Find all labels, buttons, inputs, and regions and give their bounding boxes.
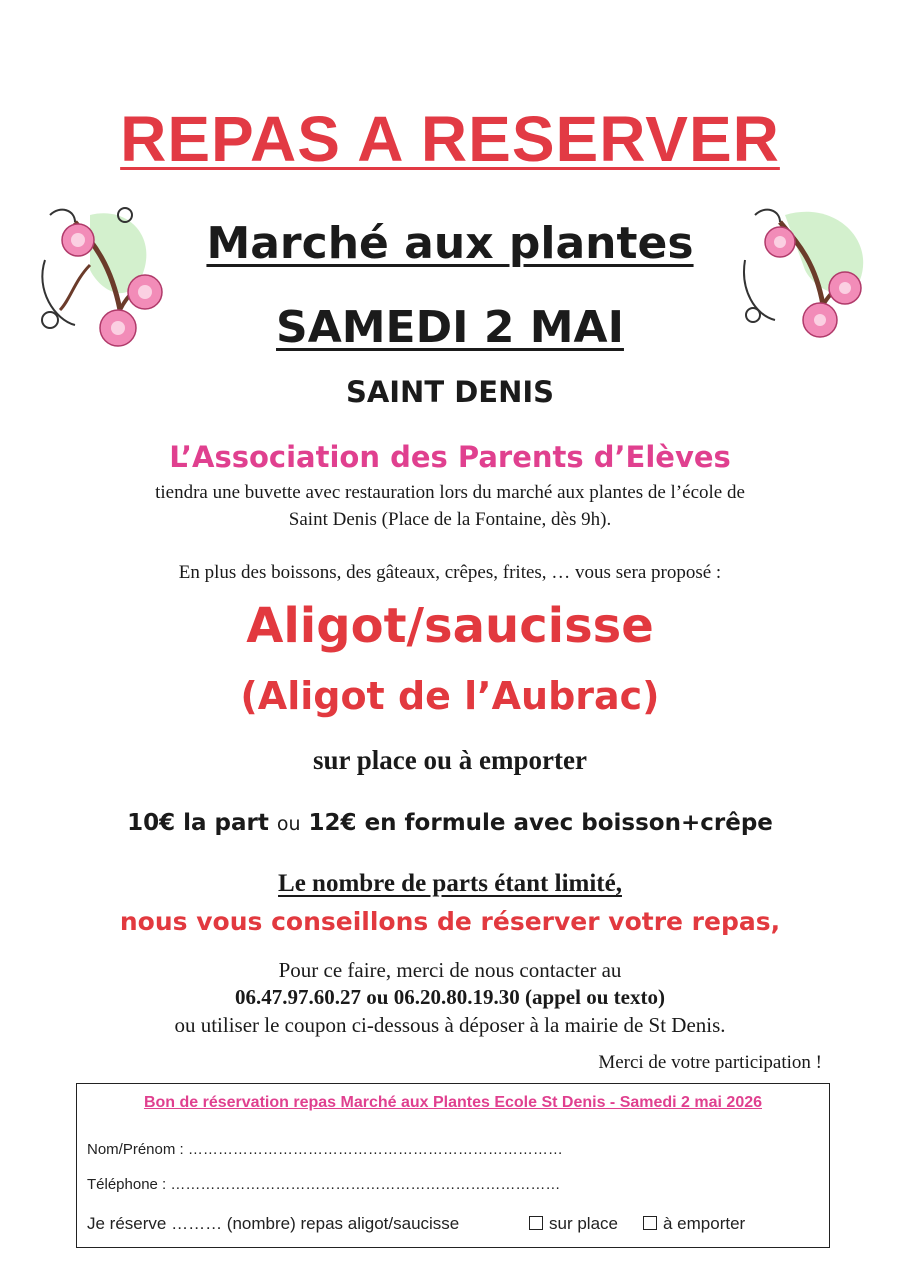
checkbox-sur-place[interactable] — [529, 1216, 543, 1230]
reservation-coupon — [76, 1083, 830, 1248]
event-name: Marché aux plantes — [206, 218, 694, 269]
checkbox-emporter[interactable] — [643, 1216, 657, 1230]
intro-line-3: En plus des boissons, des gâteaux, crêpes, frites, … vous sera proposé : — [178, 562, 722, 583]
price-formula: 12€ en formule avec boisson+crêpe — [308, 810, 773, 836]
option-sur-place-label: sur place — [549, 1214, 618, 1233]
price-part: 10€ la part — [127, 810, 269, 836]
event-date: SAMEDI 2 MAI — [276, 302, 624, 353]
advise-notice: nous vous conseillons de réserver votre repas, — [119, 907, 781, 936]
price-line — [0, 810, 900, 836]
option-emporter[interactable] — [643, 1214, 745, 1234]
contact-line-3: ou utiliser le coupon ci-dessous à déposer à la mairie de St Denis. — [174, 1013, 726, 1037]
event-place: SAINT DENIS — [345, 375, 555, 409]
contact-phones: 06.47.97.60.27 ou 06.20.80.19.30 (appel ou texto) — [235, 985, 665, 1009]
thanks-text: Merci de votre participation ! — [598, 1052, 822, 1073]
coupon-name-field[interactable]: Nom/Prénom : ………………………………………………………………… — [87, 1141, 563, 1158]
coupon-title: Bon de réservation repas Marché aux Plantes Ecole St Denis - Samedi 2 mai 2026 — [143, 1094, 763, 1111]
price-or: ou — [276, 813, 301, 835]
option-sur-place[interactable] — [529, 1214, 618, 1234]
coupon-phone-field[interactable]: Téléphone : …………………………………………………………………… — [87, 1176, 561, 1193]
dish-mode: sur place ou à emporter — [313, 745, 587, 775]
dish-name: Aligot/saucisse — [246, 598, 654, 654]
contact-line-1: Pour ce faire, merci de nous contacter au — [278, 958, 622, 982]
page-title: REPAS A RESERVER — [120, 103, 780, 175]
option-emporter-label: à emporter — [663, 1214, 746, 1233]
limit-notice: Le nombre de parts étant limité, — [278, 870, 622, 897]
dish-origin: (Aligot de l’Aubrac) — [240, 674, 660, 718]
intro-line-2: Saint Denis (Place de la Fontaine, dès 9h). — [288, 509, 612, 530]
intro-line-1: tiendra une buvette avec restauration lors du marché aux plantes de l’école de — [155, 482, 745, 503]
association-name: L’Association des Parents d’Elèves — [169, 440, 731, 474]
coupon-reserve-field[interactable]: Je réserve ……… (nombre) repas aligot/saucisse — [87, 1214, 460, 1233]
